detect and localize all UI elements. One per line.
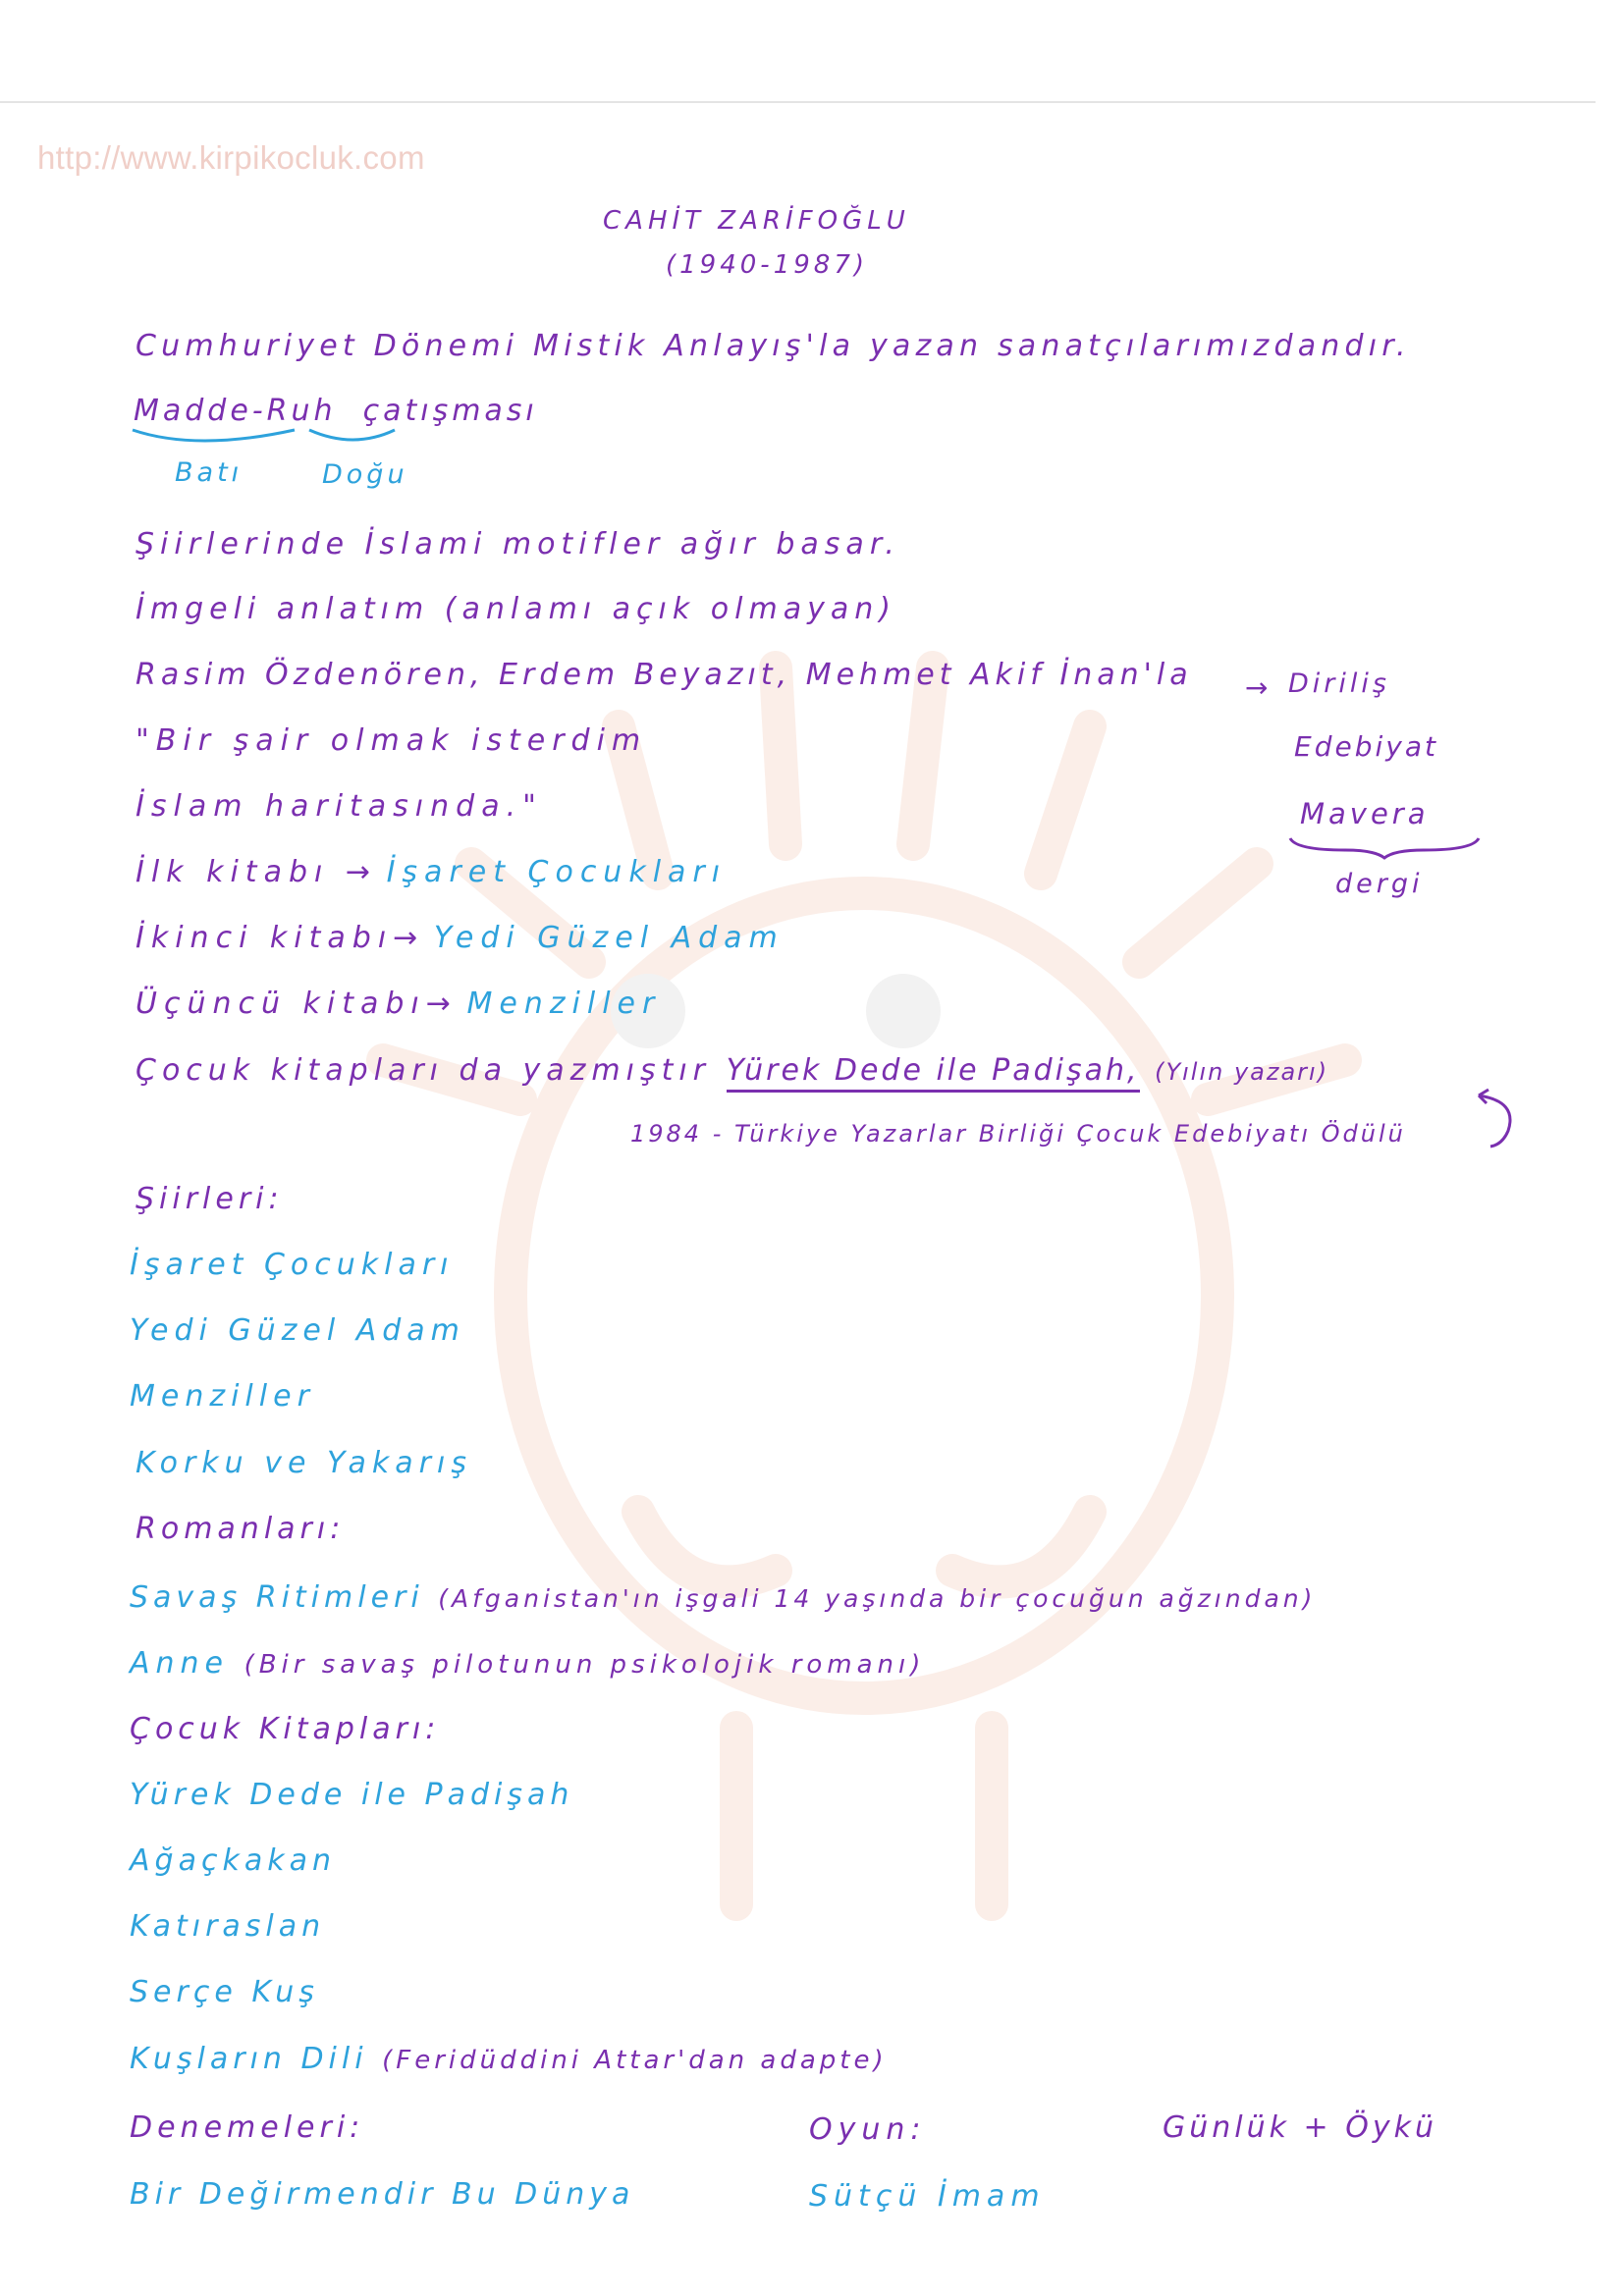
kids-item: Ağaçkakan [130,1843,336,1878]
book2-title: Yedi Güzel Adam [433,921,785,955]
under-madde-bati: Batı [175,457,244,488]
dergi-label: dergi [1335,869,1424,899]
book1-line [135,855,728,889]
title-years: (1940-1987) [666,250,869,280]
intro-line-imgeli: İmgeli anlatım (anlamı açık olmayan) [135,592,896,626]
award-arrow-curve [1461,1088,1520,1152]
intro-names: Rasim Özdenören, Erdem Beyazıt, Mehmet Akif İnan'la [135,658,1193,692]
book1-title: İşaret Çocukları [386,855,728,889]
kids-last-title: Kuşların Dili [130,2042,368,2076]
book1-arrow: → [345,855,371,889]
diary-heading: Günlük + Öykü [1163,2110,1437,2145]
names-arrow: → [1245,671,1269,704]
kids-item: Katıraslan [130,1909,326,1944]
award-line: 1984 - Türkiye Yazarlar Birliği Çocuk Edebiyatı Ödülü [630,1120,1406,1148]
kids-last-note: (Feridüddini Attar'dan adapte) [382,2046,888,2075]
quote-line-1: "Bir şair olmak isterdim [135,723,648,758]
novel2-line [130,1646,926,1681]
dergi-brace [1286,834,1483,860]
book2-label: İkinci kitabı [135,921,394,955]
conflict-brace-marks [128,424,403,448]
poem-item: Yedi Güzel Adam [130,1313,465,1348]
conflict-line [134,394,538,428]
conflict-madde: Madde [134,394,252,428]
book2-arrow: → [393,921,418,955]
under-ruh-dogu: Doğu [322,459,408,490]
book3-line [135,989,661,1019]
poem-item: Korku ve Yakarış [135,1446,472,1480]
poems-heading: Şiirleri: [135,1182,284,1216]
novel1-title: Savaş Ritimleri [130,1580,424,1615]
dergi-edebiyat: Edebiyat [1294,730,1438,763]
novel2-note: (Bir savaş pilotunun psikolojik romanı) [244,1650,926,1680]
conflict-ruh: Ruh [266,394,337,428]
dergi-dirilis: Diriliş [1288,668,1390,699]
poem-item: Menziller [130,1379,315,1414]
children-label: Çocuk kitapları da yazmıştır [135,1053,712,1088]
book1-label: İlk kitabı [135,855,330,889]
novels-heading: Romanları: [135,1512,346,1546]
novel1-note: (Afganistan'ın işgali 14 yaşında bir çocuğun ağzından) [438,1584,1317,1613]
children-line [135,1053,1329,1088]
book2-line [135,921,785,955]
kids-item: Serçe Kuş [130,1975,319,2009]
dergi-mavera: Mavera [1300,797,1430,830]
children-book-title: Yürek Dede ile Padişah, [727,1053,1140,1093]
watermark-url: http://www.kirpikocluk.com [37,139,425,176]
page-top-rule [0,101,1596,103]
play-heading: Oyun: [809,2112,927,2147]
children-note: (Yılın yazarı) [1155,1058,1329,1086]
kids-heading: Çocuk Kitapları: [130,1712,441,1746]
title-name: CAHİT ZARİFOĞLU [603,206,910,236]
conflict-rest: çatışması [362,394,538,428]
poem-item: İşaret Çocukları [130,1248,455,1282]
play-title: Sütçü İmam [809,2179,1046,2214]
novel1-line [130,1580,1317,1615]
quote-line-2: İslam haritasında." [135,789,543,824]
essay-title: Bir Değirmendir Bu Dünya [130,2177,635,2212]
intro-line-mystic: Cumhuriyet Dönemi Mistik Anlayış'la yazan sanatçılarımızdandır. [135,329,1411,363]
kids-last-line [130,2042,888,2076]
conflict-dash: - [251,394,267,428]
book3-label: Üçüncü kitabı [135,987,426,1021]
book3-title: Menziller [466,987,662,1021]
intro-line-islami: Şiirlerinde İslami motifler ağır basar. [135,527,900,561]
kids-item: Yürek Dede ile Padişah [130,1778,574,1812]
novel2-title: Anne [130,1646,230,1681]
essays-heading: Denemeleri: [130,2110,365,2145]
book3-arrow: → [425,987,451,1021]
